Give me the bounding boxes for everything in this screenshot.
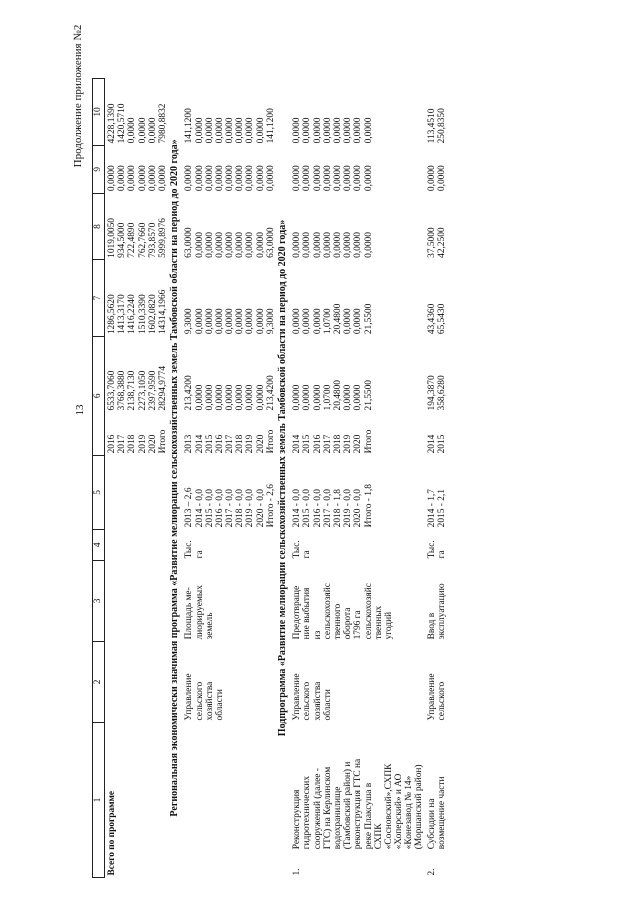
cell-line: 0,0000 bbox=[204, 232, 215, 258]
cell-line: 0,0000 bbox=[343, 117, 354, 144]
section1-col9 bbox=[182, 145, 276, 193]
cell-line: 0,0000 bbox=[292, 384, 303, 411]
cell-line: 0,0000 bbox=[235, 165, 246, 192]
cell-line: 0,0000 bbox=[245, 308, 256, 335]
cell-line: 1,0700 bbox=[322, 308, 333, 335]
rotated-table-page bbox=[92, 78, 592, 878]
cell-line: 0,0000 bbox=[292, 308, 303, 335]
cell-line: 0,0000 bbox=[107, 165, 117, 192]
cell-line: 2020 bbox=[147, 434, 158, 454]
cell-line: 0,0000 bbox=[225, 384, 236, 411]
cell-line: 2397,9590 bbox=[147, 370, 158, 411]
cell-line: га bbox=[302, 550, 313, 559]
program-table bbox=[92, 78, 447, 878]
cell-line: 0,0000 bbox=[127, 165, 138, 192]
cell-line: гидротехнических bbox=[302, 775, 313, 850]
cell-line: 2018 bbox=[235, 434, 246, 454]
cell-line: реконструкция ГТС на bbox=[353, 758, 364, 850]
cell-line: 0,0000 bbox=[343, 384, 354, 411]
cell-line: 0,0000 bbox=[312, 308, 323, 335]
header-col-3: 3 bbox=[93, 560, 105, 641]
row2-col8 bbox=[425, 193, 447, 260]
cell-line: 0,0000 bbox=[194, 165, 205, 192]
cell-line: 0,0000 bbox=[363, 117, 374, 144]
cell-line: 65,5430 bbox=[436, 303, 447, 335]
cell-line: 0,0000 bbox=[194, 232, 205, 258]
page-number: 13 bbox=[74, 404, 86, 416]
cell-line: 2013 – 2,6 bbox=[184, 487, 195, 528]
cell-line: 0,0000 bbox=[137, 165, 148, 192]
cell-line: 3768,3880 bbox=[117, 370, 128, 411]
row2-col9 bbox=[425, 145, 447, 193]
cell-line: 0,0000 bbox=[343, 308, 354, 335]
header-col-2: 2 bbox=[93, 641, 105, 722]
cell-line: 2016 bbox=[107, 434, 117, 454]
cell-line: 1019,0050 bbox=[107, 218, 117, 258]
section1-row bbox=[182, 79, 276, 878]
section2-title: Подпрограмма «Развитие мелиорации сельскохозяйственных земель Тамбовской области на период до 2020 года» bbox=[277, 219, 289, 737]
cell-line: 0,0000 bbox=[245, 384, 256, 411]
row1-indicator bbox=[290, 560, 424, 641]
cell-line: 0,0000 bbox=[426, 165, 437, 192]
section1-unit bbox=[182, 529, 276, 560]
header-col-10: 10 bbox=[93, 79, 105, 146]
cell-line: 1416,2240 bbox=[127, 294, 138, 335]
section1-responsible bbox=[182, 641, 276, 722]
row1-col10 bbox=[290, 79, 424, 146]
cell-line: лиорируемых bbox=[194, 585, 205, 640]
cell-line: 0,0000 bbox=[343, 232, 354, 258]
cell-line: 0,0000 bbox=[117, 165, 128, 192]
cell-line: 63,0000 bbox=[265, 227, 276, 258]
cell-line: 0,0000 bbox=[194, 308, 205, 335]
cell-line: Тыс. bbox=[292, 540, 303, 559]
header-col-4: 4 bbox=[93, 529, 105, 560]
cell-line: 20,4800 bbox=[332, 303, 343, 335]
cell-line: 0,0000 bbox=[302, 308, 313, 335]
cell-line: водохранилище bbox=[332, 786, 343, 850]
cell-line: 0,0000 bbox=[204, 165, 215, 192]
row2-unit bbox=[425, 529, 447, 560]
cell-line: 1413,3170 bbox=[117, 294, 128, 335]
cell-line: 43,4360 bbox=[426, 303, 437, 335]
cell-line: области bbox=[214, 689, 225, 721]
section1-title-row bbox=[168, 79, 182, 878]
cell-line: 2019 bbox=[137, 434, 148, 454]
cell-line: 0,0000 bbox=[353, 117, 364, 144]
row1-col8 bbox=[290, 193, 424, 260]
row2-targets bbox=[425, 455, 447, 529]
section1-targets bbox=[182, 455, 276, 529]
cell-line: сельскохозяйс bbox=[322, 583, 333, 640]
cell-line: 2016 - 0,0 bbox=[214, 489, 225, 528]
cell-line: твенного bbox=[332, 603, 343, 640]
cell-line: «Хоперский» и АО bbox=[394, 773, 405, 850]
cell-line: 0,0000 bbox=[255, 165, 266, 192]
cell-line: 2018 bbox=[332, 434, 343, 454]
total-col8 bbox=[105, 193, 169, 260]
cell-line: 0,0000 bbox=[225, 165, 236, 192]
section1-col7 bbox=[182, 260, 276, 336]
cell-line: 0,0000 bbox=[343, 165, 354, 192]
cell-line: 934,5000 bbox=[117, 222, 128, 258]
cell-line: 0,0000 bbox=[312, 165, 323, 192]
cell-line: 2019 bbox=[343, 434, 354, 454]
cell-line: га bbox=[194, 550, 205, 559]
cell-line: 194,3870 bbox=[426, 375, 437, 411]
cell-line: га bbox=[436, 550, 447, 559]
cell-line: 0,0000 bbox=[353, 308, 364, 335]
cell-line: 0,0000 bbox=[265, 165, 276, 192]
cell-line: 0,0000 bbox=[194, 384, 205, 411]
cell-line: 0,0000 bbox=[214, 117, 225, 144]
cell-line: сельского bbox=[436, 681, 447, 721]
cell-line: оборота bbox=[343, 607, 354, 640]
cell-line: 2019 - 0,0 bbox=[245, 489, 256, 528]
cell-line: 0,0000 bbox=[157, 165, 168, 192]
cell-line: 21,5500 bbox=[363, 380, 374, 411]
cell-line: Ввод в bbox=[426, 612, 437, 640]
cell-line: (Моршанский район) bbox=[414, 764, 425, 850]
cell-line: 0,0000 bbox=[353, 165, 364, 192]
cell-line: 0,0000 bbox=[255, 232, 266, 258]
total-col6 bbox=[105, 336, 169, 412]
cell-line: 0,0000 bbox=[214, 384, 225, 411]
cell-line: 0,0000 bbox=[302, 165, 313, 192]
cell-line: 2014 bbox=[194, 434, 205, 454]
cell-line: 2018 - 0,0 bbox=[235, 489, 246, 528]
cell-line: 0,0000 bbox=[436, 165, 447, 192]
cell-line: Реконструкция bbox=[292, 789, 303, 850]
row1-years bbox=[290, 412, 424, 455]
cell-line: 0,0000 bbox=[214, 308, 225, 335]
cell-line: 0,0000 bbox=[235, 117, 246, 144]
header-col-6: 6 bbox=[93, 336, 105, 455]
cell-line: 9,3000 bbox=[184, 308, 195, 335]
cell-line: сельского bbox=[302, 681, 313, 721]
cell-line: 793,8570 bbox=[147, 222, 158, 258]
cell-line: 2019 - 0,0 bbox=[343, 489, 354, 528]
row1-unit bbox=[290, 529, 424, 560]
row2-responsible bbox=[425, 641, 447, 722]
cell-line: 0,0000 bbox=[332, 165, 343, 192]
cell-line: 5999,8976 bbox=[157, 218, 168, 258]
section1-col6 bbox=[182, 336, 276, 412]
cell-line: Тыс. bbox=[184, 540, 195, 559]
header-col-9: 9 bbox=[93, 145, 105, 193]
row2-name bbox=[425, 722, 447, 851]
section1-title: Региональная экономически значимая программа «Развитие мелиорации сельскохозяйственных земель Тамбовской области на период до 2020 года» bbox=[169, 139, 181, 817]
cell-line: 2138,7130 bbox=[127, 370, 138, 411]
cell-line: Тыс. bbox=[426, 540, 437, 559]
cell-line: 0,0000 bbox=[255, 117, 266, 144]
cell-line: 0,0000 bbox=[204, 308, 215, 335]
table-row bbox=[290, 79, 424, 878]
cell-line: 0,0000 bbox=[353, 384, 364, 411]
row1-col6 bbox=[290, 336, 424, 412]
cell-line: «Сосновский»,СХПК bbox=[383, 763, 394, 850]
cell-line: 0,0000 bbox=[255, 384, 266, 411]
cell-line: 141,1200 bbox=[184, 108, 195, 144]
cell-line: 4228,1390 bbox=[107, 103, 117, 144]
cell-line: 1796 га bbox=[353, 610, 364, 640]
section1-years bbox=[182, 412, 276, 455]
cell-line: хозяйства bbox=[204, 681, 215, 721]
total-col7 bbox=[105, 260, 169, 336]
cell-line: 1602,0820 bbox=[147, 294, 158, 335]
cell-line: ГТС) на Керлинском bbox=[322, 766, 333, 850]
row2-col7 bbox=[425, 260, 447, 336]
cell-line: 0,0000 bbox=[312, 117, 323, 144]
row1-responsible bbox=[290, 641, 424, 722]
cell-line: 2015 - 0,0 bbox=[302, 489, 313, 528]
cell-line: возмещение части bbox=[436, 776, 447, 850]
row1-name bbox=[290, 722, 424, 851]
cell-line: 2015 - 2,1 bbox=[436, 489, 447, 528]
cell-line: 0,0000 bbox=[353, 232, 364, 258]
section2-title-row bbox=[276, 79, 290, 878]
cell-line: 9,3000 bbox=[265, 308, 276, 335]
cell-line: 42,2500 bbox=[436, 227, 447, 258]
cell-line: 2014 bbox=[426, 434, 437, 454]
cell-line: Субсидии на bbox=[426, 798, 437, 850]
cell-line: земель bbox=[204, 612, 215, 640]
cell-line: 0,0000 bbox=[214, 232, 225, 258]
section1-col10 bbox=[182, 79, 276, 146]
cell-line: 2017 - 0,0 bbox=[225, 489, 236, 528]
cell-line: реке Плаксуша в bbox=[363, 782, 374, 850]
cell-line: Итого bbox=[265, 429, 276, 454]
cell-line: 0,0000 bbox=[127, 117, 138, 144]
cell-line: 2018 - 1,8 bbox=[332, 489, 343, 528]
cell-line: 2015 bbox=[204, 434, 215, 454]
cell-line: 0,0000 bbox=[245, 232, 256, 258]
cell-line: 0,0000 bbox=[147, 165, 158, 192]
cell-line: 250,8350 bbox=[436, 108, 447, 144]
cell-line: 213,4200 bbox=[265, 375, 276, 411]
cell-line: 0,0000 bbox=[322, 117, 333, 144]
row1-number: 1. bbox=[292, 868, 303, 876]
cell-line: 2017 - 0,0 bbox=[322, 489, 333, 528]
cell-line: 2014 bbox=[292, 434, 303, 454]
cell-line: сооружений (далее - bbox=[312, 768, 323, 850]
cell-line: 113,4510 bbox=[426, 108, 437, 144]
cell-line: Итого bbox=[157, 429, 168, 454]
cell-line: 0,0000 bbox=[312, 232, 323, 258]
cell-line: 0,0000 bbox=[235, 232, 246, 258]
cell-line: 0,0000 bbox=[322, 165, 333, 192]
cell-line: 2016 - 0,0 bbox=[312, 489, 323, 528]
cell-line: 2016 bbox=[312, 434, 323, 454]
cell-line: 37,5000 bbox=[426, 227, 437, 258]
cell-line: 2018 bbox=[127, 434, 138, 454]
cell-line: 2015 bbox=[302, 434, 313, 454]
cell-line: 1,0700 bbox=[322, 384, 333, 411]
cell-line: Управление bbox=[184, 673, 195, 721]
cell-line: 0,0000 bbox=[332, 117, 343, 144]
cell-line: Итого bbox=[363, 429, 374, 454]
cell-line: хозяйства bbox=[312, 681, 323, 721]
cell-line: 14314,1966 bbox=[157, 289, 168, 335]
cell-line: 1420,5710 bbox=[117, 103, 128, 144]
cell-line: 0,0000 bbox=[245, 117, 256, 144]
header-col-5: 5 bbox=[93, 455, 105, 529]
cell-line: сельскохозяйс bbox=[363, 583, 374, 640]
cell-line: 20,4800 bbox=[332, 380, 343, 411]
cell-line: 0,0000 bbox=[235, 384, 246, 411]
cell-line: 762,7660 bbox=[137, 222, 148, 258]
cell-line: (Тамбовский район) и bbox=[343, 761, 354, 850]
cell-line: 2017 bbox=[322, 434, 333, 454]
row1-targets bbox=[290, 455, 424, 529]
cell-line: 21,5500 bbox=[363, 303, 374, 335]
cell-line: 0,0000 bbox=[184, 165, 195, 192]
cell-line: 2015 - 0,0 bbox=[204, 489, 215, 528]
cell-line: 0,0000 bbox=[302, 232, 313, 258]
cell-line: 0,0000 bbox=[312, 384, 323, 411]
cell-line: 2019 bbox=[245, 434, 256, 454]
cell-line: 2020 bbox=[353, 434, 364, 454]
table-row bbox=[425, 79, 447, 878]
cell-line: 0,0000 bbox=[302, 117, 313, 144]
cell-line: 0,0000 bbox=[204, 384, 215, 411]
cell-line: 2020 - 0,0 bbox=[255, 489, 266, 528]
cell-line: Итого - 1,8 bbox=[363, 484, 374, 528]
cell-line: 0,0000 bbox=[225, 117, 236, 144]
cell-line: эксплуатацию bbox=[436, 583, 447, 640]
row1-col9 bbox=[290, 145, 424, 193]
column-number-header bbox=[93, 79, 105, 878]
cell-line: 2273,1050 bbox=[137, 370, 148, 411]
cell-line: 722,4890 bbox=[127, 222, 138, 258]
cell-line: 0,0000 bbox=[194, 117, 205, 144]
row2-number: 2. bbox=[426, 868, 437, 876]
cell-line: «Конезавод № 14» bbox=[404, 775, 415, 850]
row1-col7 bbox=[290, 260, 424, 336]
section1-col8 bbox=[182, 193, 276, 260]
cell-line: 358,6280 bbox=[436, 375, 447, 411]
cell-line: 0,0000 bbox=[292, 232, 303, 258]
cell-line: 0,0000 bbox=[204, 117, 215, 144]
cell-line: 2014 - 1,7 bbox=[426, 489, 437, 528]
header-col-7: 7 bbox=[93, 260, 105, 336]
cell-line: 0,0000 bbox=[147, 117, 158, 144]
cell-line: 0,0000 bbox=[245, 165, 256, 192]
header-col-1: 1 bbox=[93, 722, 105, 877]
cell-line: 0,0000 bbox=[363, 165, 374, 192]
cell-line: 0,0000 bbox=[292, 117, 303, 144]
cell-line: 0,0000 bbox=[292, 165, 303, 192]
cell-line: сельского bbox=[194, 681, 205, 721]
cell-line: Управление bbox=[292, 673, 303, 721]
cell-line: 6533,7060 bbox=[107, 370, 117, 411]
cell-line: 2020 - 0,0 bbox=[353, 489, 364, 528]
cell-line: 0,0000 bbox=[255, 308, 266, 335]
cell-line: 2020 bbox=[255, 434, 266, 454]
row2-indicator bbox=[425, 560, 447, 641]
row2-years bbox=[425, 412, 447, 455]
cell-line: угодий bbox=[383, 611, 394, 640]
cell-line: Предотвраще bbox=[292, 585, 303, 640]
cell-line: 2016 bbox=[214, 434, 225, 454]
cell-line: 2013 bbox=[184, 434, 195, 454]
cell-line: 0,0000 bbox=[332, 232, 343, 258]
cell-line: 63,0000 bbox=[184, 227, 195, 258]
cell-line: 2017 bbox=[225, 434, 236, 454]
cell-line: 0,0000 bbox=[225, 308, 236, 335]
cell-line: 0,0000 bbox=[322, 232, 333, 258]
cell-line: 28294,9774 bbox=[157, 365, 168, 411]
cell-line: 2014 - 0,0 bbox=[194, 489, 205, 528]
cell-line: 2017 bbox=[117, 434, 128, 454]
total-label: Всего по программе bbox=[107, 790, 117, 876]
cell-line: 1286,5620 bbox=[107, 294, 117, 335]
cell-line: Итого - 2,6 bbox=[265, 484, 276, 528]
row2-col10 bbox=[425, 79, 447, 146]
cell-line: 0,0000 bbox=[235, 308, 246, 335]
cell-line: 141,1200 bbox=[265, 108, 276, 144]
cell-line: твенных bbox=[373, 605, 384, 640]
cell-line: 0,0000 bbox=[214, 165, 225, 192]
cell-line: 0,0000 bbox=[225, 232, 236, 258]
section1-indicator bbox=[182, 560, 276, 641]
cell-line: СХПК bbox=[373, 823, 384, 850]
cell-line: 2014 - 0,0 bbox=[292, 489, 303, 528]
cell-line: 213,4200 bbox=[184, 375, 195, 411]
row2-col6 bbox=[425, 336, 447, 412]
cell-line: 0,0000 bbox=[363, 232, 374, 258]
total-years bbox=[105, 412, 169, 455]
appendix-continuation-label: Продолжение приложения №2 bbox=[72, 24, 84, 168]
header-col-8: 8 bbox=[93, 193, 105, 260]
cell-line: 1510,3390 bbox=[137, 294, 148, 335]
cell-line: из bbox=[312, 630, 323, 640]
cell-line: Управление bbox=[426, 673, 437, 721]
cell-line: 0,0000 bbox=[137, 117, 148, 144]
cell-line: Площадь ме- bbox=[184, 587, 195, 640]
total-col10 bbox=[105, 79, 169, 146]
total-col9 bbox=[105, 145, 169, 193]
cell-line: 7980,8832 bbox=[157, 103, 168, 144]
total-row bbox=[105, 79, 169, 878]
cell-line: 0,0000 bbox=[302, 384, 313, 411]
cell-line: 2015 bbox=[436, 434, 447, 454]
cell-line: ние выбытия bbox=[302, 587, 313, 640]
cell-line: области bbox=[322, 689, 333, 721]
